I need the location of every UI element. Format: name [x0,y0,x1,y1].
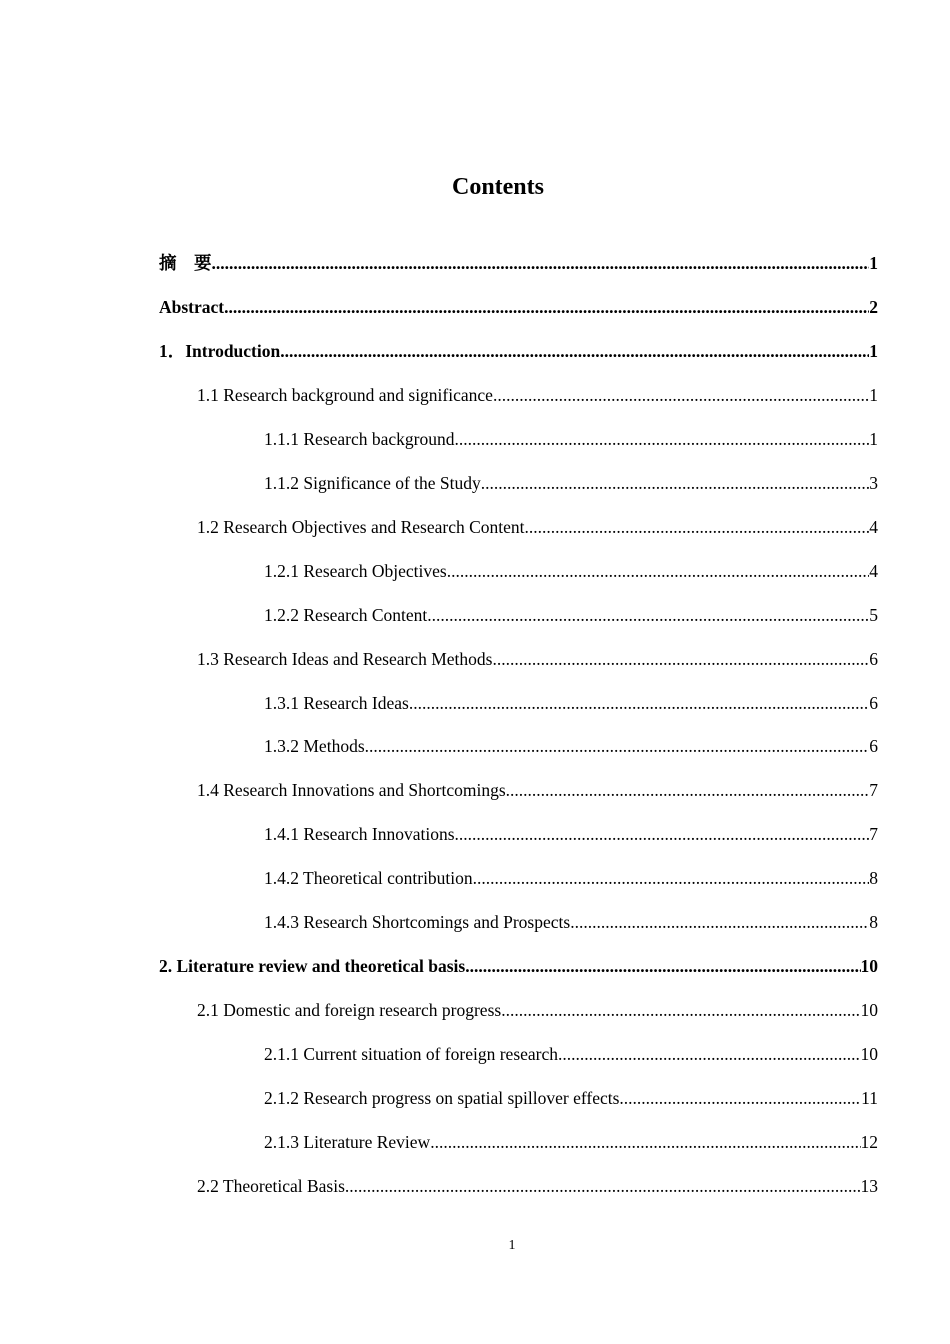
toc-dot-leader [492,645,869,673]
toc-entry-page-number: 8 [869,868,878,889]
toc-entry-label: 2.1.2 Research progress on spatial spillover effects [264,1088,620,1109]
toc-dot-leader [224,293,869,321]
toc-dot-leader [427,601,869,629]
toc-entry-page-number: 4 [869,516,878,537]
toc-entry[interactable] [264,908,878,936]
toc-entry[interactable] [264,425,878,453]
toc-entry[interactable] [264,1084,878,1112]
page-title: Contents [451,174,544,200]
toc-entry[interactable] [264,557,878,585]
toc-entry-page-number: 7 [869,780,878,801]
toc-entry-page-number: 7 [869,824,878,845]
toc-entry-page-number: 6 [869,692,878,713]
toc-dot-leader [365,732,870,760]
toc-entry-page-number: 10 [860,1000,878,1021]
toc-entry-label: 1．Introduction [159,340,281,361]
toc-entry-page-number: 4 [869,560,878,581]
toc-entry[interactable] [197,776,878,804]
toc-entry-label: 1.2.2 Research Content [264,604,428,625]
toc-entry[interactable] [264,1128,878,1156]
toc-entry[interactable] [264,689,878,717]
toc-dot-leader [455,820,870,848]
toc-dot-leader [447,557,870,585]
toc-entry[interactable] [159,293,878,321]
toc-entry-page-number: 12 [860,1132,878,1152]
toc-dot-leader [493,381,869,409]
toc-entry-page-number: 3 [869,472,878,493]
toc-entry-label: 1.1.1 Research background [264,428,455,449]
toc-dot-leader [345,1172,861,1200]
toc-entry-page-number: 1 [869,428,878,449]
toc-dot-leader [212,249,870,277]
toc-dot-leader [570,908,869,936]
toc-entry-page-number: 2 [869,296,878,317]
toc-entry-page-number: 1 [869,253,878,273]
toc-entry-label: 1.2 Research Objectives and Research Content [197,516,525,537]
toc-dot-leader [280,337,869,365]
toc-dot-leader [473,864,870,892]
toc-entry-page-number: 11 [861,1088,878,1109]
toc-entry-label: 1.1.2 Significance of the Study [264,472,481,493]
toc-entry[interactable] [197,645,878,673]
toc-entry-label: 1.3 Research Ideas and Research Methods [197,648,493,669]
toc-entry-page-number: 10 [860,1044,878,1065]
toc-entry[interactable] [197,1172,878,1200]
toc-entry[interactable] [197,381,878,409]
toc-entry-label: 2.1.1 Current situation of foreign research [264,1044,559,1065]
toc-entry-label: 1.4.3 Research Shortcomings and Prospects [264,912,571,933]
toc-entry[interactable] [197,996,878,1024]
toc-entry-label: 1.4.2 Theoretical contribution [264,868,473,889]
toc-dot-leader [501,996,860,1024]
toc-dot-leader [525,513,870,541]
toc-entry-label: 1.1 Research background and significance [197,384,493,405]
toc-entry[interactable] [264,601,878,629]
toc-entry[interactable] [264,732,878,760]
toc-entry-label: 1.4.1 Research Innovations [264,824,455,845]
toc-entry[interactable] [264,820,878,848]
toc-entry-page-number: 6 [869,736,878,757]
toc-entry[interactable] [264,1040,878,1068]
toc-dot-leader [619,1084,861,1112]
toc-entry-label: 2.1 Domestic and foreign research progress [197,1000,502,1021]
toc-entry-label: 2. Literature review and theoretical basis [159,956,466,977]
toc-dot-leader [430,1128,860,1156]
toc-entry-page-number: 1 [869,340,878,361]
toc-entry-page-number: 10 [860,956,878,977]
toc-entry[interactable] [264,469,878,497]
toc-entry-label: 2.1.3 Literature Review [264,1132,431,1152]
toc-entry[interactable] [159,337,878,365]
toc-entry[interactable] [159,249,878,277]
toc-entry-label: 摘 要 [159,253,212,273]
toc-entry[interactable] [197,513,878,541]
toc-entry-label: 1.3.2 Methods [264,736,365,757]
toc-entry-label: 1.3.1 Research Ideas [264,692,409,713]
toc-entry-page-number: 5 [869,604,878,625]
toc-entry[interactable] [264,864,878,892]
toc-dot-leader [506,776,870,804]
toc-entry-page-number: 6 [869,648,878,669]
toc-dot-leader [558,1040,860,1068]
toc-entry-page-number: 13 [860,1175,878,1196]
toc-entry-label: 1.2.1 Research Objectives [264,560,447,581]
toc-entry[interactable] [159,952,878,980]
toc-entry-page-number: 1 [869,384,878,405]
toc-entry-label: 2.2 Theoretical Basis [197,1175,345,1196]
toc-entry-page-number: 8 [869,912,878,933]
toc-dot-leader [481,469,869,497]
page-number: 1 [508,1238,516,1253]
toc-dot-leader [455,425,870,453]
toc-entry-label: Abstract [159,296,225,317]
toc-dot-leader [465,952,860,980]
toc-entry-label: 1.4 Research Innovations and Shortcomings [197,780,506,801]
toc-dot-leader [409,689,869,717]
